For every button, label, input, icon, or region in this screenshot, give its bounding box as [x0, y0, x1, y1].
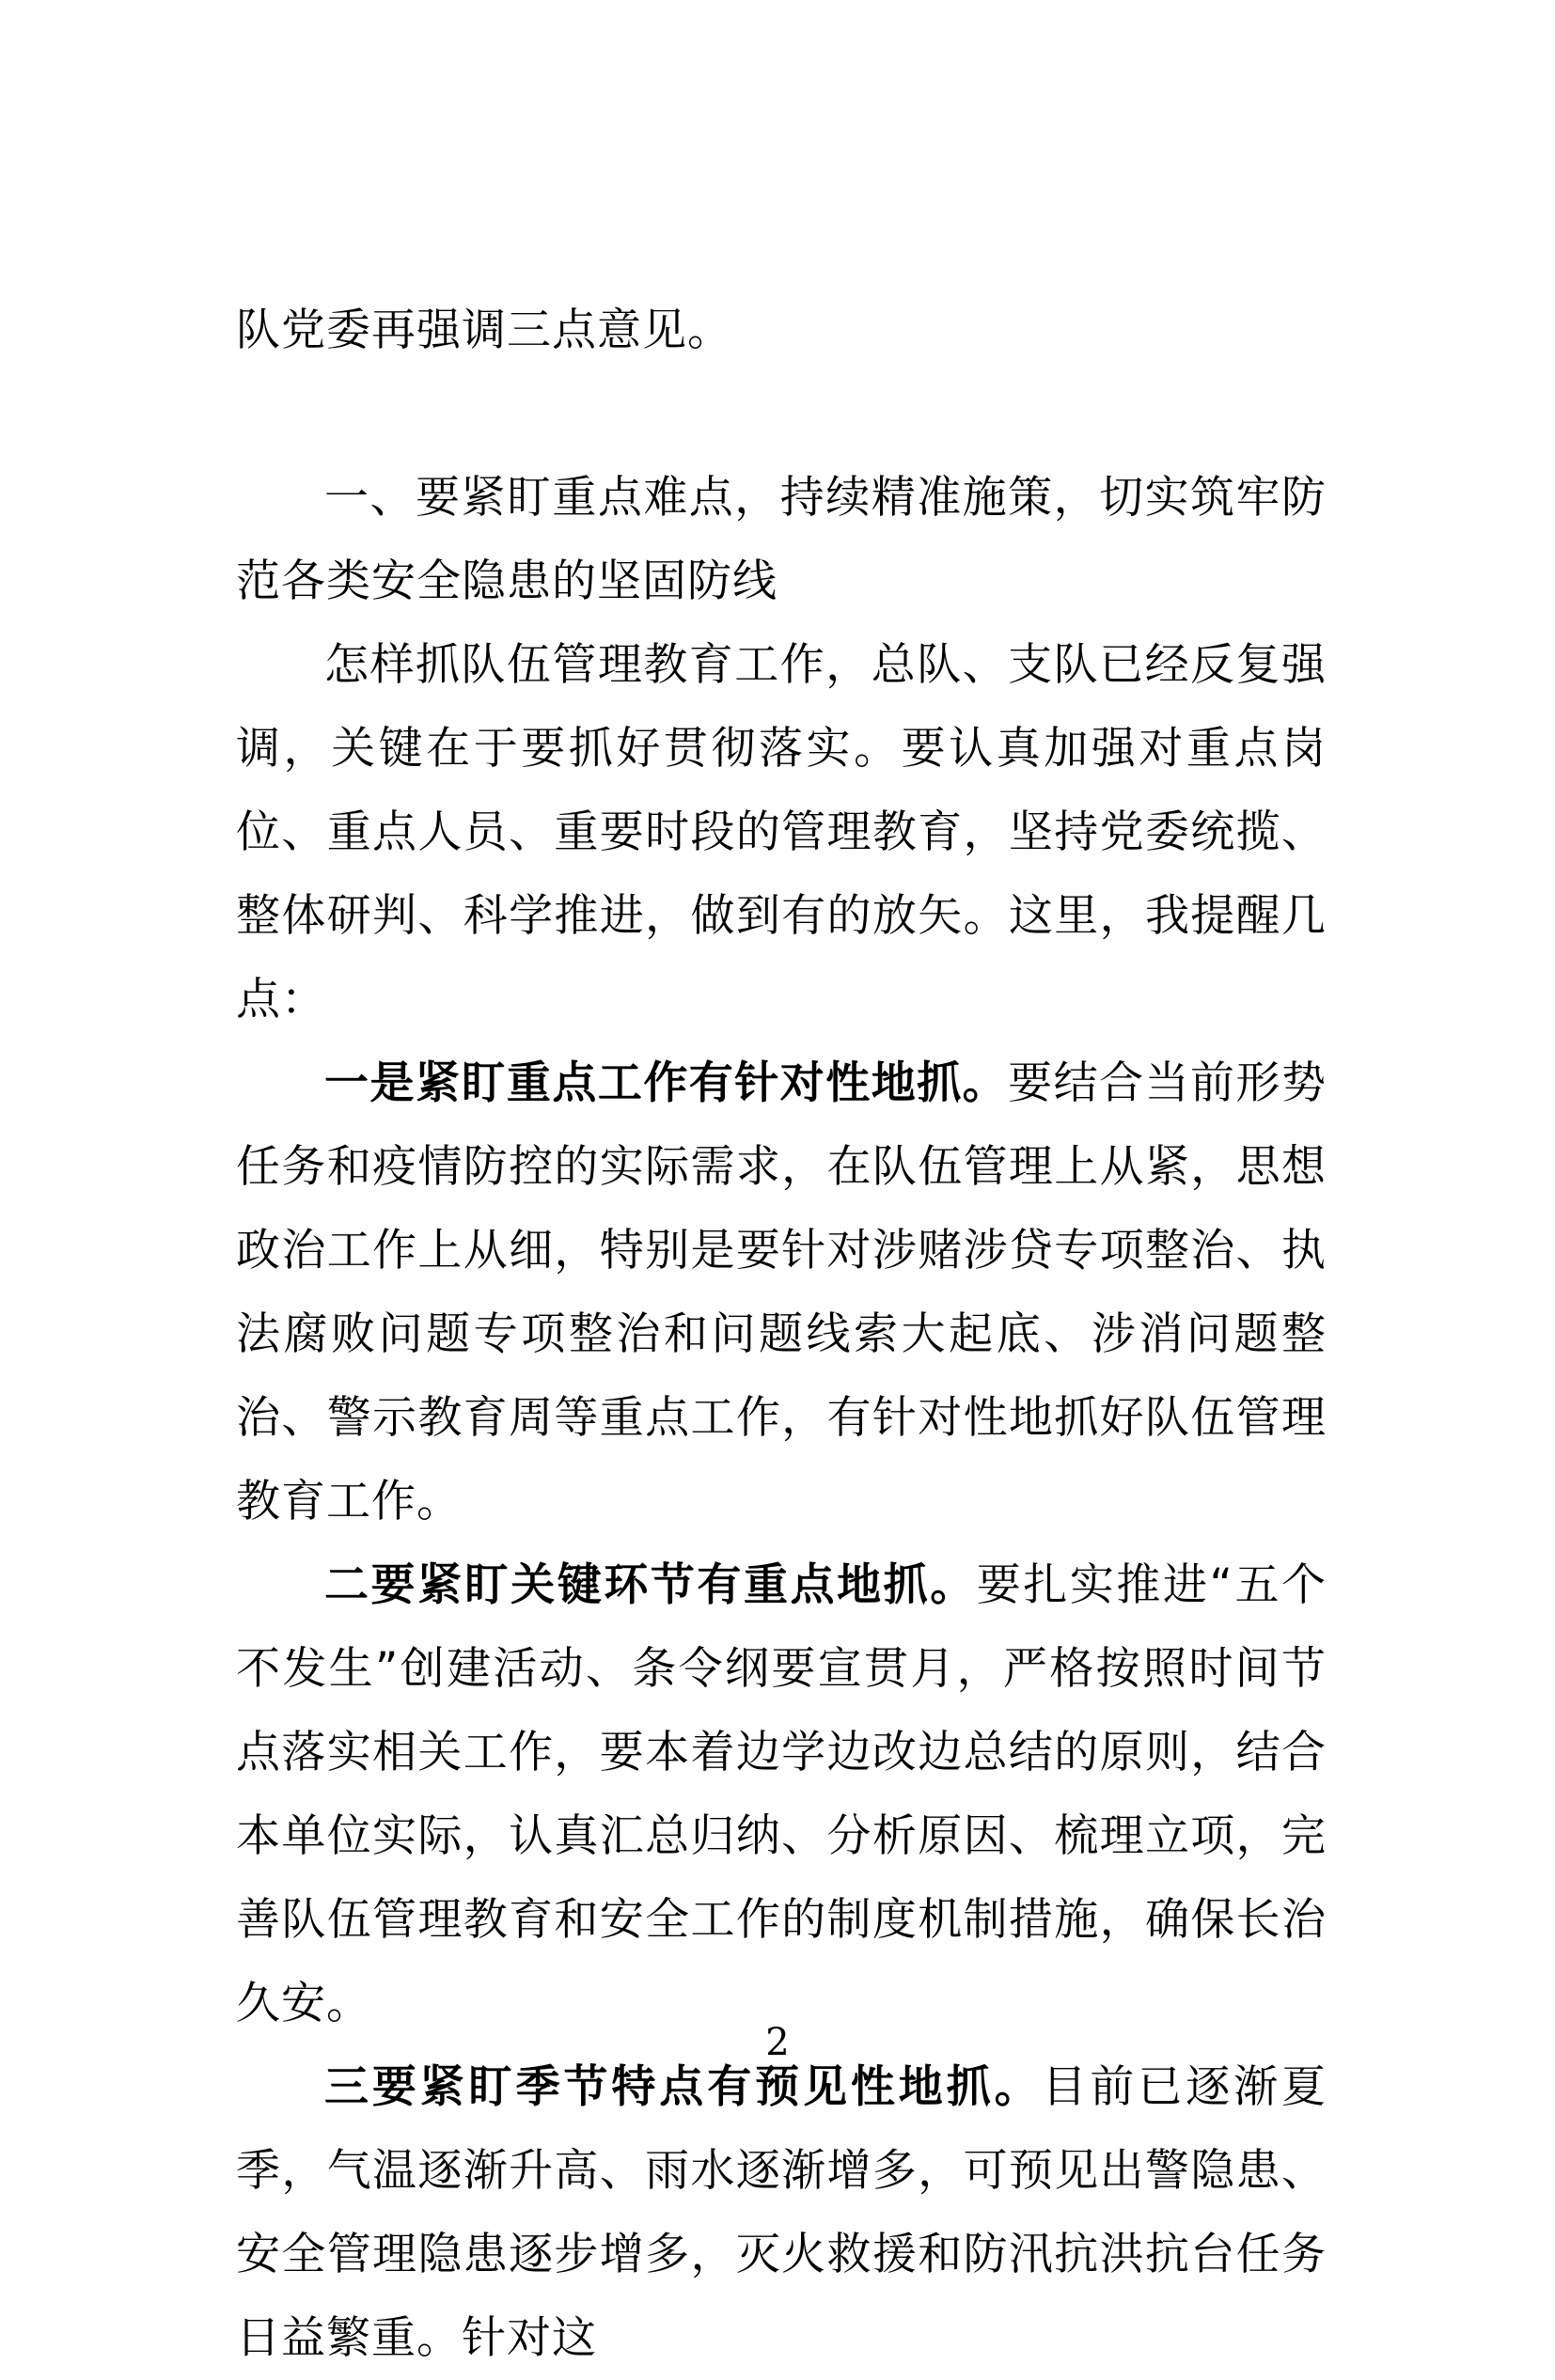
section-heading: 一、要紧盯重点难点，持续精准施策，切实筑牢防范各类安全隐患的坚固防线: [236, 472, 1327, 607]
point-heading-1: 一是紧盯重点工作有针对性地抓。: [324, 1057, 1009, 1109]
lead-paragraph: 队党委再强调三点意见。: [236, 305, 732, 356]
point-paragraph-2: [236, 1543, 1327, 2045]
page-number: 2: [765, 2021, 790, 2064]
point-paragraph-1: [236, 1041, 1327, 1543]
point-heading-2: 二要紧盯关键环节有重点地抓。: [324, 1559, 977, 1611]
intro-paragraph: 怎样抓队伍管理教育工作，总队、支队已经反复强调，关键在于要抓好贯彻落实。要认真加强对重点岗位、重点人员、重要时段的管理教育，坚持党委统揽、整体研判、科学推进，做到有的放矢。这里，我提醒几点：: [236, 639, 1327, 1026]
body-text: [236, 289, 1327, 2380]
point-text-3: 目前已逐渐夏季，气温逐渐升高、雨水逐渐增多，可预见出警隐患、安全管理隐患逐步增多，灭火救援和防汛抗洪抗台任务日益繁重。针对这: [236, 2061, 1327, 2364]
point-heading-3: 三要紧盯季节特点有预见性地抓。: [324, 2061, 1043, 2113]
point-paragraph-3: [236, 2045, 1327, 2380]
point-text-2: 要扎实推进“五个不发生”创建活动、条令纲要宣贯月，严格按照时间节点落实相关工作，要本着边学边改边总结的原则，结合本单位实际，认真汇总归纳、分析原因、梳理立项，完善队伍管理教育和安全工作的制度机制措施，确保长治久安。: [236, 1559, 1327, 2029]
point-text-1: 要结合当前形势任务和疫情防控的实际需求，在队伍管理上从紧，思想政治工作上从细，特别是要针对涉赌涉贷专项整治、执法腐败问题专项整治和问题线索大起底、涉消问题整治、警示教育周等重点工作，有针对性地抓好队伍管理教育工作。: [236, 1057, 1327, 1527]
